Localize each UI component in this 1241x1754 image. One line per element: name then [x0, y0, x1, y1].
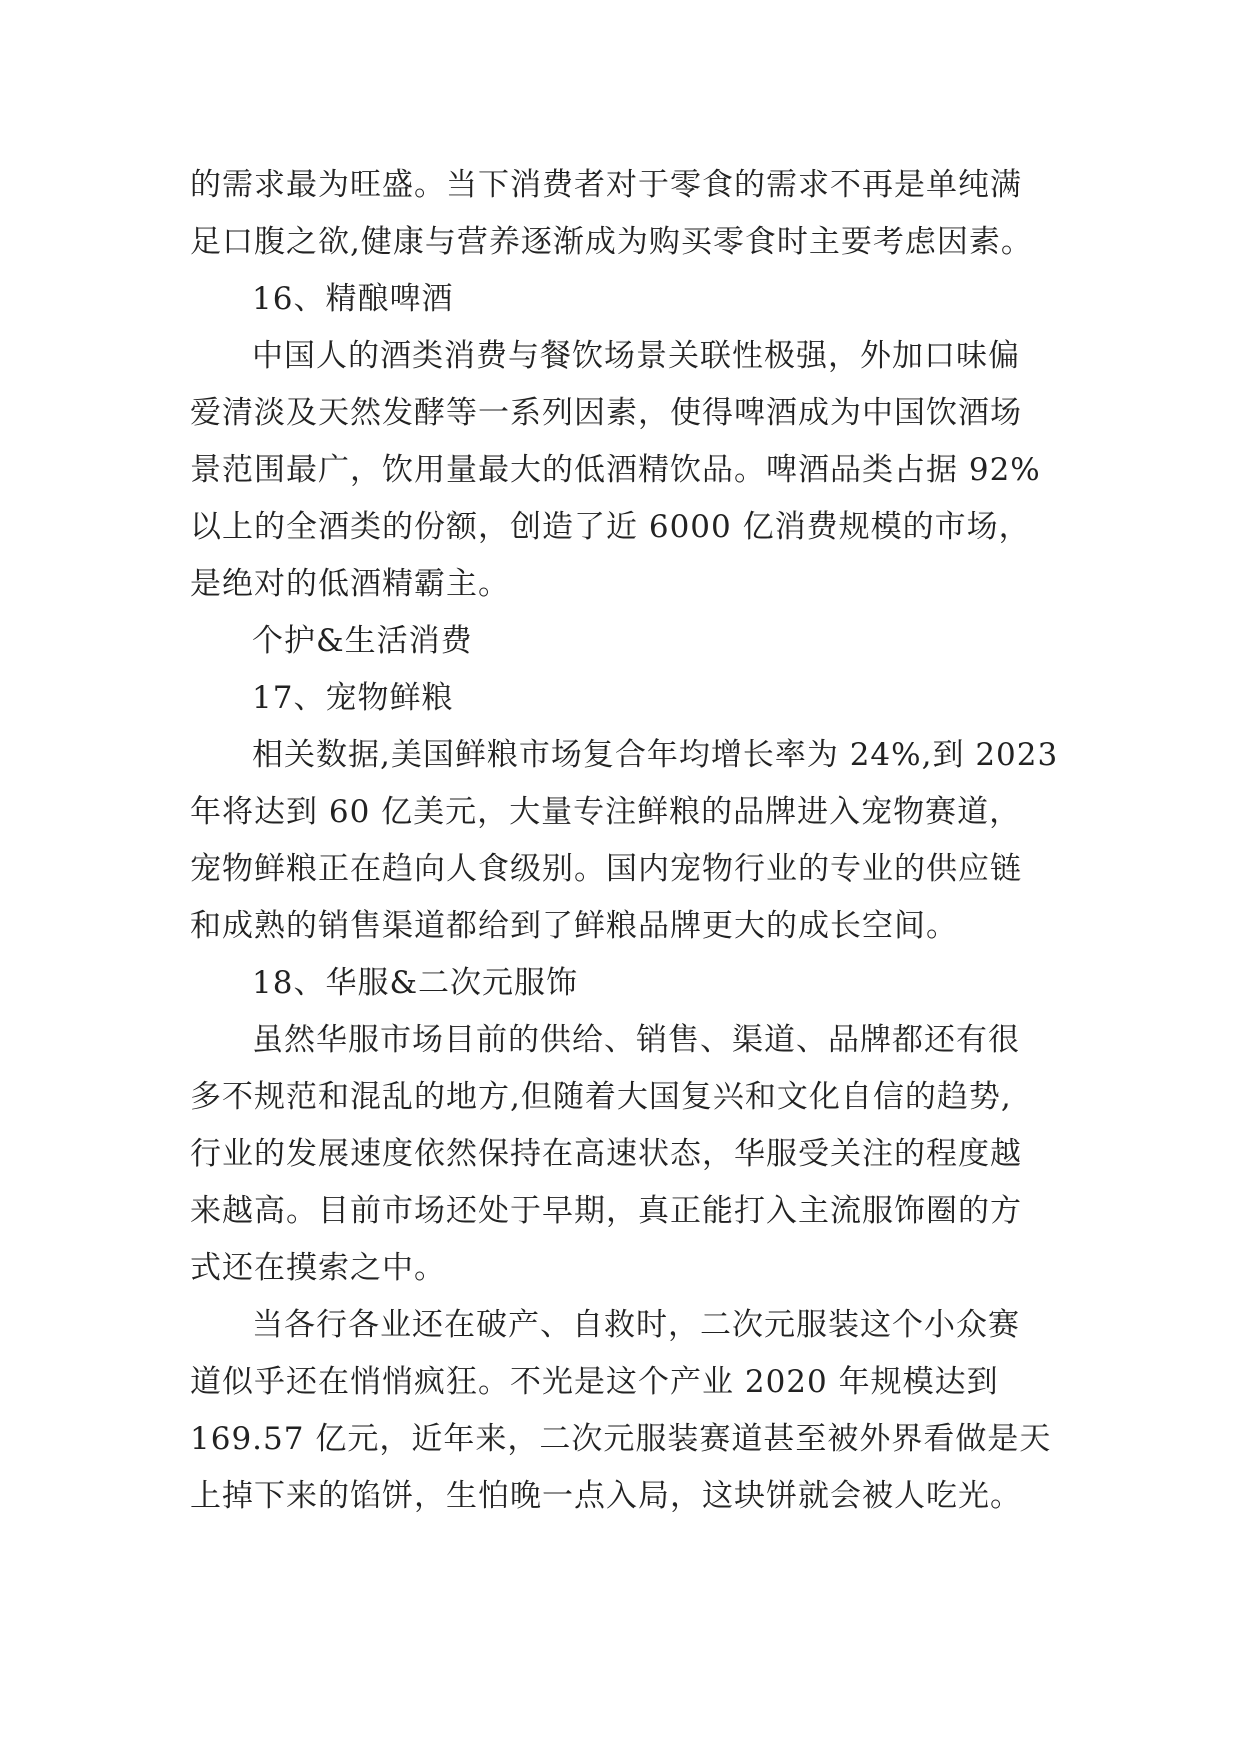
text-line: 的需求最为旺盛。当下消费者对于零食的需求不再是单纯满 — [190, 167, 1022, 203]
category-heading: 个护&生活消费 — [252, 623, 473, 659]
text-line: 上掉下来的馅饼，生怕晚一点入局，这块饼就会被人吃光。 — [190, 1478, 1022, 1514]
text-line: 多不规范和混乱的地方,但随着大国复兴和文化自信的趋势, — [190, 1079, 1012, 1115]
section-heading: 16、精酿啤酒 — [252, 281, 454, 317]
paragraph-start: 中国人的酒类消费与餐饮场景关联性极强，外加口味偏 — [252, 338, 1020, 374]
text-line: 169.57 亿元，近年来，二次元服装赛道甚至被外界看做是天 — [190, 1421, 1052, 1457]
paragraph-start: 当各行各业还在破产、自救时，二次元服装这个小众赛 — [252, 1307, 1020, 1343]
text-line: 爱清淡及天然发酵等一系列因素，使得啤酒成为中国饮酒场 — [190, 395, 1022, 431]
text-line: 来越高。目前市场还处于早期，真正能打入主流服饰圈的方 — [190, 1193, 1022, 1229]
text-line: 式还在摸索之中。 — [190, 1250, 446, 1286]
section-heading: 18、华服&二次元服饰 — [252, 965, 579, 1001]
section-heading: 17、宠物鲜粮 — [252, 680, 454, 716]
text-line: 年将达到 60 亿美元，大量专注鲜粮的品牌进入宠物赛道， — [190, 794, 1022, 830]
paragraph-start: 相关数据,美国鲜粮市场复合年均增长率为 24%,到 2023 — [252, 737, 1059, 773]
text-line: 以上的全酒类的份额，创造了近 6000 亿消费规模的市场， — [190, 509, 1031, 545]
text-line: 足口腹之欲,健康与营养逐渐成为购买零食时主要考虑因素。 — [190, 224, 1033, 260]
text-line: 宠物鲜粮正在趋向人食级别。国内宠物行业的专业的供应链 — [190, 851, 1022, 887]
text-line: 是绝对的低酒精霸主。 — [190, 566, 510, 602]
text-line: 和成熟的销售渠道都给到了鲜粮品牌更大的成长空间。 — [190, 908, 958, 944]
text-line: 景范围最广，饮用量最大的低酒精饮品。啤酒品类占据 92% — [190, 452, 1041, 488]
text-line: 道似乎还在悄悄疯狂。不光是这个产业 2020 年规模达到 — [190, 1364, 999, 1400]
text-line: 行业的发展速度依然保持在高速状态，华服受关注的程度越 — [190, 1136, 1022, 1172]
paragraph-start: 虽然华服市场目前的供给、销售、渠道、品牌都还有很 — [252, 1022, 1020, 1058]
